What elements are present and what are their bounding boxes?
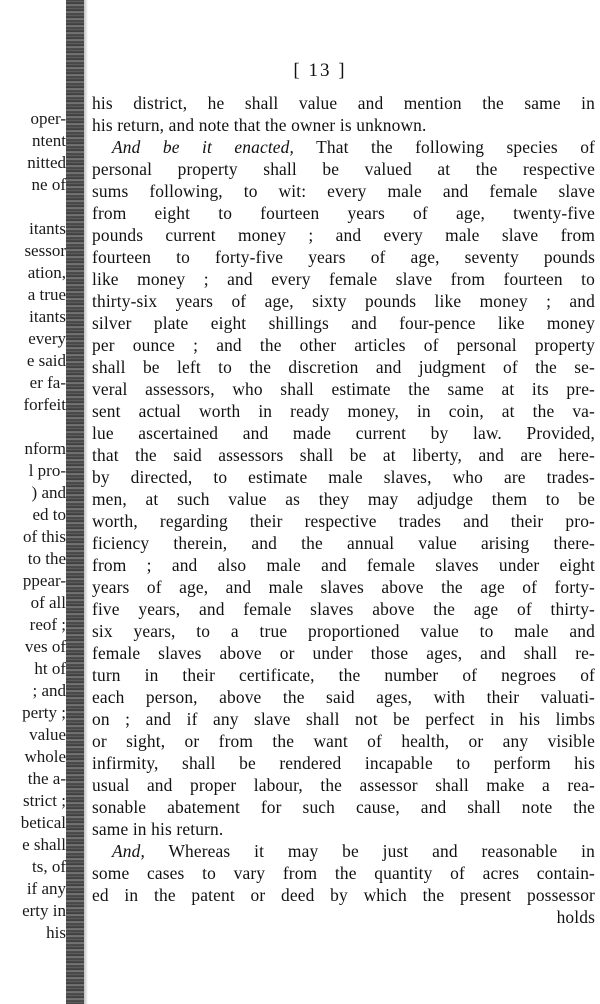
facing-page-fragment: reof ; [29, 615, 66, 634]
facing-page-fragment: ppear- [22, 571, 66, 590]
facing-page-fragment: ts, of [32, 857, 66, 876]
text-line: from ; and also male and female slaves under eight [92, 555, 595, 575]
text-line: personal property shall be valued at the respective [92, 159, 595, 179]
facing-page-fragment: the a- [27, 769, 66, 788]
facing-page-fragment: every [28, 329, 66, 348]
text-line: silver plate eight shillings and four-pence like money [92, 313, 595, 333]
text-line: years of age, and male slaves above the age of forty- [92, 577, 595, 597]
facing-page-fragment: a true [27, 285, 66, 304]
text-line: shall be left to the discretion and judgment of the se- [92, 357, 595, 377]
facing-page-fragment: itants [29, 219, 66, 238]
text-line: usual and proper labour, the assessor shall make a rea- [92, 775, 595, 795]
facing-page-fragment: nitted [27, 153, 66, 172]
text-line: men, at such value as they may adjudge them to be [92, 489, 595, 509]
facing-page-fragment: ntent [32, 131, 66, 150]
text-line: by directed, to estimate male slaves, who are trades- [92, 467, 595, 487]
text-line: infirmity, shall be rendered incapable to perform his [92, 753, 595, 773]
facing-page-fragment: itants [29, 307, 66, 326]
gutter-shadow [84, 0, 88, 1004]
facing-page-fragment: ves of [24, 637, 66, 656]
facing-page-fragment: ed to [32, 505, 66, 524]
text-line: on ; and if any slave shall not be perfect in his limbs [92, 709, 595, 729]
facing-page-fragment: nform [24, 439, 66, 458]
page-number: [ 13 ] [293, 60, 347, 81]
text-line: pounds current money ; and every male slave from [92, 225, 595, 245]
text-line: And, Whereas it may be just and reasonable in [112, 841, 595, 861]
facing-page-fragment: forfeit [23, 395, 66, 414]
facing-page-fragment: his [46, 923, 66, 942]
text-line: his return, and note that the owner is unknown. [92, 115, 427, 135]
facing-page-fragments [0, 0, 66, 1004]
text-line: holds [556, 907, 595, 927]
text-line: per ounce ; and the other articles of personal property [92, 335, 595, 355]
facing-page-fragment: l pro- [28, 461, 66, 480]
facing-page-fragment: ne of [31, 175, 66, 194]
text-line: that the said assessors shall be at liberty, and are here- [92, 445, 595, 465]
book-gutter [66, 0, 84, 1004]
text-line: fourteen to forty-five years of age, seventy pounds [92, 247, 595, 267]
facing-page-fragment: if any [26, 879, 66, 898]
text-line: some cases to vary from the quantity of acres contain- [92, 863, 595, 883]
text-line: six years, to a true proportioned value to male and [92, 621, 595, 641]
facing-page-fragment: ation, [27, 263, 66, 282]
facing-page-fragment: e said [26, 351, 66, 370]
text-line: from eight to fourteen years of age, twenty-five [92, 203, 595, 223]
facing-page-fragment: of all [30, 593, 66, 612]
text-line: sonable abatement for such cause, and shall note the [92, 797, 595, 817]
facing-page-fragment: strict ; [23, 791, 66, 810]
facing-page-fragment: oper- [30, 109, 66, 128]
facing-page-fragment: ht of [34, 659, 66, 678]
facing-page-fragment: betical [20, 813, 66, 832]
facing-page-fragment: value [29, 725, 66, 744]
facing-page-fragment: of this [23, 527, 66, 546]
facing-page-fragment: to the [27, 549, 66, 568]
text-line: veral assessors, who shall estimate the same at its pre- [92, 379, 595, 399]
text-line: sent actual worth in ready money, in coin, at the va- [92, 401, 595, 421]
text-line: same in his return. [92, 819, 224, 839]
text-line: each person, above the said ages, with their valuati- [92, 687, 595, 707]
facing-page-fragment: whole [24, 747, 66, 766]
facing-page-fragment: ; and [32, 681, 66, 700]
text-line: his district, he shall value and mention the same in [92, 93, 595, 113]
text-line: lue ascertained and made current by law. Provided, [92, 423, 595, 443]
text-line: sums following, to wit: every male and female slave [92, 181, 595, 201]
text-line: And be it enacted, That the following species of [112, 137, 595, 157]
text-line: five years, and female slaves above the age of thirty- [92, 599, 595, 619]
facing-page-fragment: e shall [22, 835, 66, 854]
text-line: ficiency therein, and the annual value arising there- [92, 533, 595, 553]
text-line: ed in the patent or deed by which the present possessor [92, 885, 595, 905]
text-line: thirty-six years of age, sixty pounds like money ; and [92, 291, 595, 311]
text-line: female slaves above or under those ages, and shall re- [92, 643, 595, 663]
text-line: like money ; and every female slave from fourteen to [92, 269, 595, 289]
facing-page-fragment: perty ; [22, 703, 66, 722]
text-line: worth, regarding their respective trades and their pro- [92, 511, 595, 531]
facing-page-fragment: sessor [24, 241, 66, 260]
facing-page-fragment: ) and [31, 483, 66, 502]
facing-page-fragment: er fa- [29, 373, 66, 392]
text-line: turn in their certificate, the number of negroes of [92, 665, 595, 685]
text-line: or sight, or from the want of health, or any visible [92, 731, 595, 751]
facing-page-fragment: erty in [22, 901, 66, 920]
